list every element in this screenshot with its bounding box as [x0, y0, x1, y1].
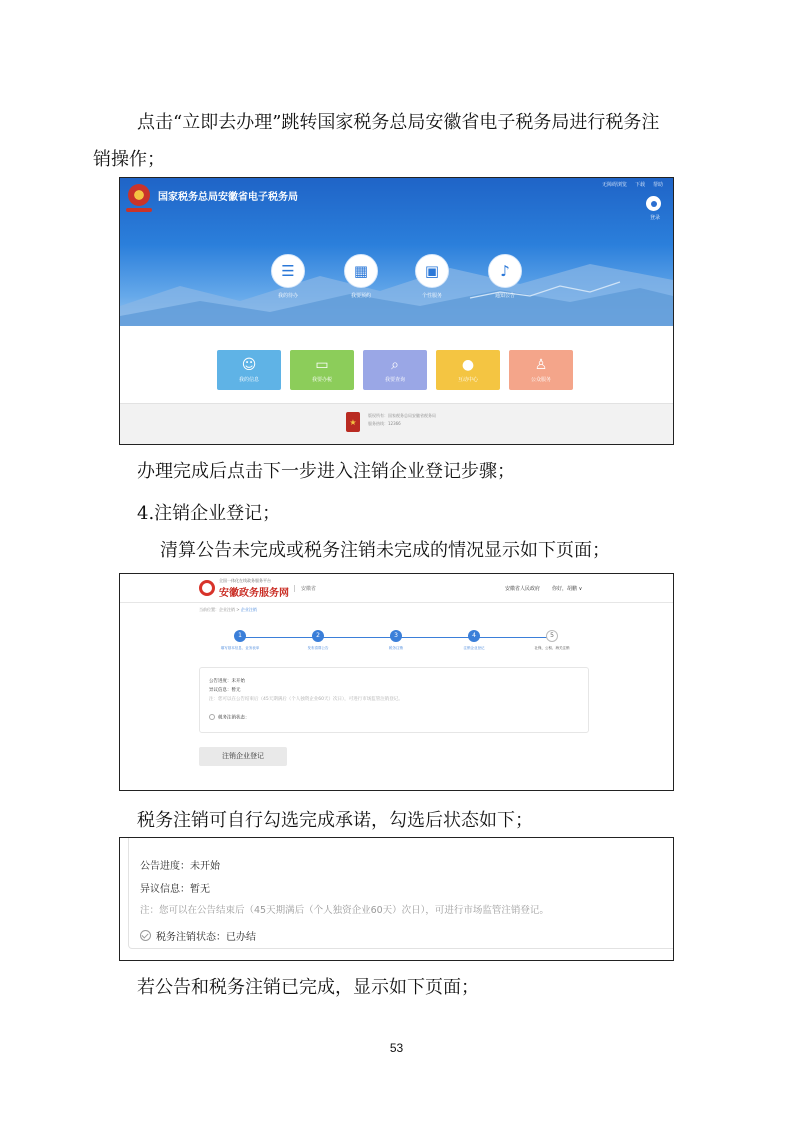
step-3 [371, 630, 421, 651]
paragraph-5: 税务注销可自行勾选完成承诺，勾选后状态如下； [137, 810, 533, 831]
emblem-ribbon [126, 208, 152, 212]
tax-portal-banner [120, 178, 673, 326]
announcement-progress: 公告进度：未开始 [209, 679, 245, 684]
paragraph-1-line-1: 点击“立即去办理”跳转国家税务总局安徽省电子税务局进行税务注 [137, 112, 660, 133]
tile-interaction[interactable] [436, 350, 500, 390]
search-doc-icon: ⌕ [391, 357, 399, 373]
appointment-item[interactable] [344, 254, 378, 299]
tax-portal-footer [120, 403, 673, 444]
step-label: 填写基本信息、业务表单 [220, 646, 260, 650]
announcement-progress: 公告进度：未开始 [140, 861, 220, 872]
paragraph-2: 办理完成后点击下一步进入注销企业登记步骤； [137, 461, 515, 482]
people-icon: ♙ [534, 357, 548, 373]
bell-icon: ♪ [488, 254, 522, 288]
step-4 [449, 630, 499, 651]
step-label: 社保、公积、海关注销 [534, 646, 570, 650]
tax-portal-screenshot [119, 177, 674, 445]
breadcrumb [199, 607, 257, 613]
login-avatar-icon[interactable] [646, 196, 661, 211]
step-1 [215, 630, 265, 651]
cancel-registration-button[interactable]: 注销企业登记 [199, 747, 287, 766]
step-label: 注销企业登记 [463, 646, 485, 650]
platform-subtitle: 全国一体化在线政务服务平台 [219, 578, 271, 583]
accessibility-link[interactable]: 无障碍浏览 [601, 182, 627, 188]
step-number: 1 [234, 630, 246, 642]
step-number: 5 [546, 630, 558, 642]
status-panel [199, 667, 589, 733]
header-right [505, 585, 582, 592]
tile-label: 我要办税 [311, 377, 332, 383]
tax-portal-title: 国家税务总局安徽省电子税务局 [158, 192, 298, 203]
circle-item-label: 我的待办 [277, 293, 298, 299]
tax-portal-top-links [602, 181, 663, 188]
status-note: 注：您可以在公告结束后（45天期满后（个人独资企业60天）次日），可进行市场监管注销登记。 [140, 905, 549, 916]
user-icon: ☺ [241, 357, 257, 373]
login-label[interactable]: 登录 [649, 215, 660, 221]
notice-item[interactable] [488, 254, 522, 299]
tile-my-info[interactable] [217, 350, 281, 390]
tax-cancel-status-label: 税务注销状态： [218, 715, 250, 721]
document-list-icon: ☰ [271, 254, 305, 288]
step-label: 税务注销 [389, 646, 403, 650]
status-detail-screenshot [119, 837, 674, 961]
tax-cancel-status-text: 税务注销状态：已办结 [156, 932, 256, 943]
footer-copyright: 版权所有：国家税务总局安徽省税务局 [368, 413, 436, 418]
personal-service-item[interactable] [415, 254, 449, 299]
step-number: 2 [312, 630, 324, 642]
breadcrumb-prefix: 当前位置：企业注销 > [199, 607, 240, 612]
breadcrumb-current[interactable]: 企业注销 [240, 607, 257, 612]
tile-label: 我要查询 [384, 377, 405, 383]
paragraph-6: 若公告和税务注销已完成，显示如下页面； [137, 977, 479, 998]
circle-item-label: 我要预约 [350, 293, 371, 299]
tax-emblem-icon [128, 184, 150, 206]
user-menu[interactable]: 你好，胡鹏 ∨ [552, 586, 583, 592]
tax-cancel-status-row[interactable] [140, 928, 256, 943]
objection-info: 异议信息：暂无 [140, 884, 210, 895]
calendar-icon: ▦ [344, 254, 378, 288]
anhui-gov-logo-icon [199, 580, 215, 596]
service-network-title: 安徽政务服务网 [219, 588, 289, 599]
step-number: 4 [468, 630, 480, 642]
my-todo-item[interactable] [271, 254, 305, 299]
step-5 [527, 630, 577, 651]
checkbox-icon[interactable] [209, 714, 215, 720]
tax-cancel-status-row[interactable] [209, 714, 250, 721]
download-link[interactable]: 下载 [634, 182, 645, 188]
monitor-icon: ▭ [315, 357, 329, 373]
service-network-screenshot [119, 573, 674, 791]
panel-note: 注：您可以在公告结束后（45天期满后（个人独资企业60天）次日），可进行市场监管注销登记。 [209, 697, 403, 702]
page-number: 53 [389, 1041, 404, 1055]
tile-label: 我的信息 [238, 377, 259, 383]
help-link[interactable]: 帮助 [652, 182, 663, 188]
circle-item-label: 通知公告 [494, 293, 515, 299]
paragraph-3-heading: 4.注销企业登记； [137, 503, 281, 524]
step-label: 发布清算公告 [307, 646, 329, 650]
grid-icon: ▣ [415, 254, 449, 288]
footer-info [368, 412, 436, 428]
service-network-header [120, 574, 673, 603]
tile-public-service[interactable] [509, 350, 573, 390]
tile-query[interactable] [363, 350, 427, 390]
province-selector[interactable]: 安徽省 [294, 585, 316, 592]
mountain-landscape-image [120, 246, 673, 326]
tile-tax-handling[interactable] [290, 350, 354, 390]
tile-label: 公众服务 [530, 377, 551, 383]
tile-label: 互动中心 [457, 377, 478, 383]
paragraph-1-line-2: 销操作； [93, 149, 165, 170]
paragraph-4: 清算公告未完成或税务注销未完成的情况显示如下页面； [160, 540, 610, 561]
gov-link[interactable]: 安徽省人民政府 [505, 586, 541, 592]
chat-icon: ● [461, 357, 475, 373]
circle-item-label: 个性服务 [421, 293, 442, 299]
footer-hotline: 服务热线：12366 [368, 421, 401, 426]
step-2 [293, 630, 343, 651]
tax-badge-icon: ★ [346, 412, 360, 432]
checked-circle-icon[interactable] [140, 930, 151, 941]
objection-info: 异议信息：暂无 [209, 688, 241, 693]
step-number: 3 [390, 630, 402, 642]
